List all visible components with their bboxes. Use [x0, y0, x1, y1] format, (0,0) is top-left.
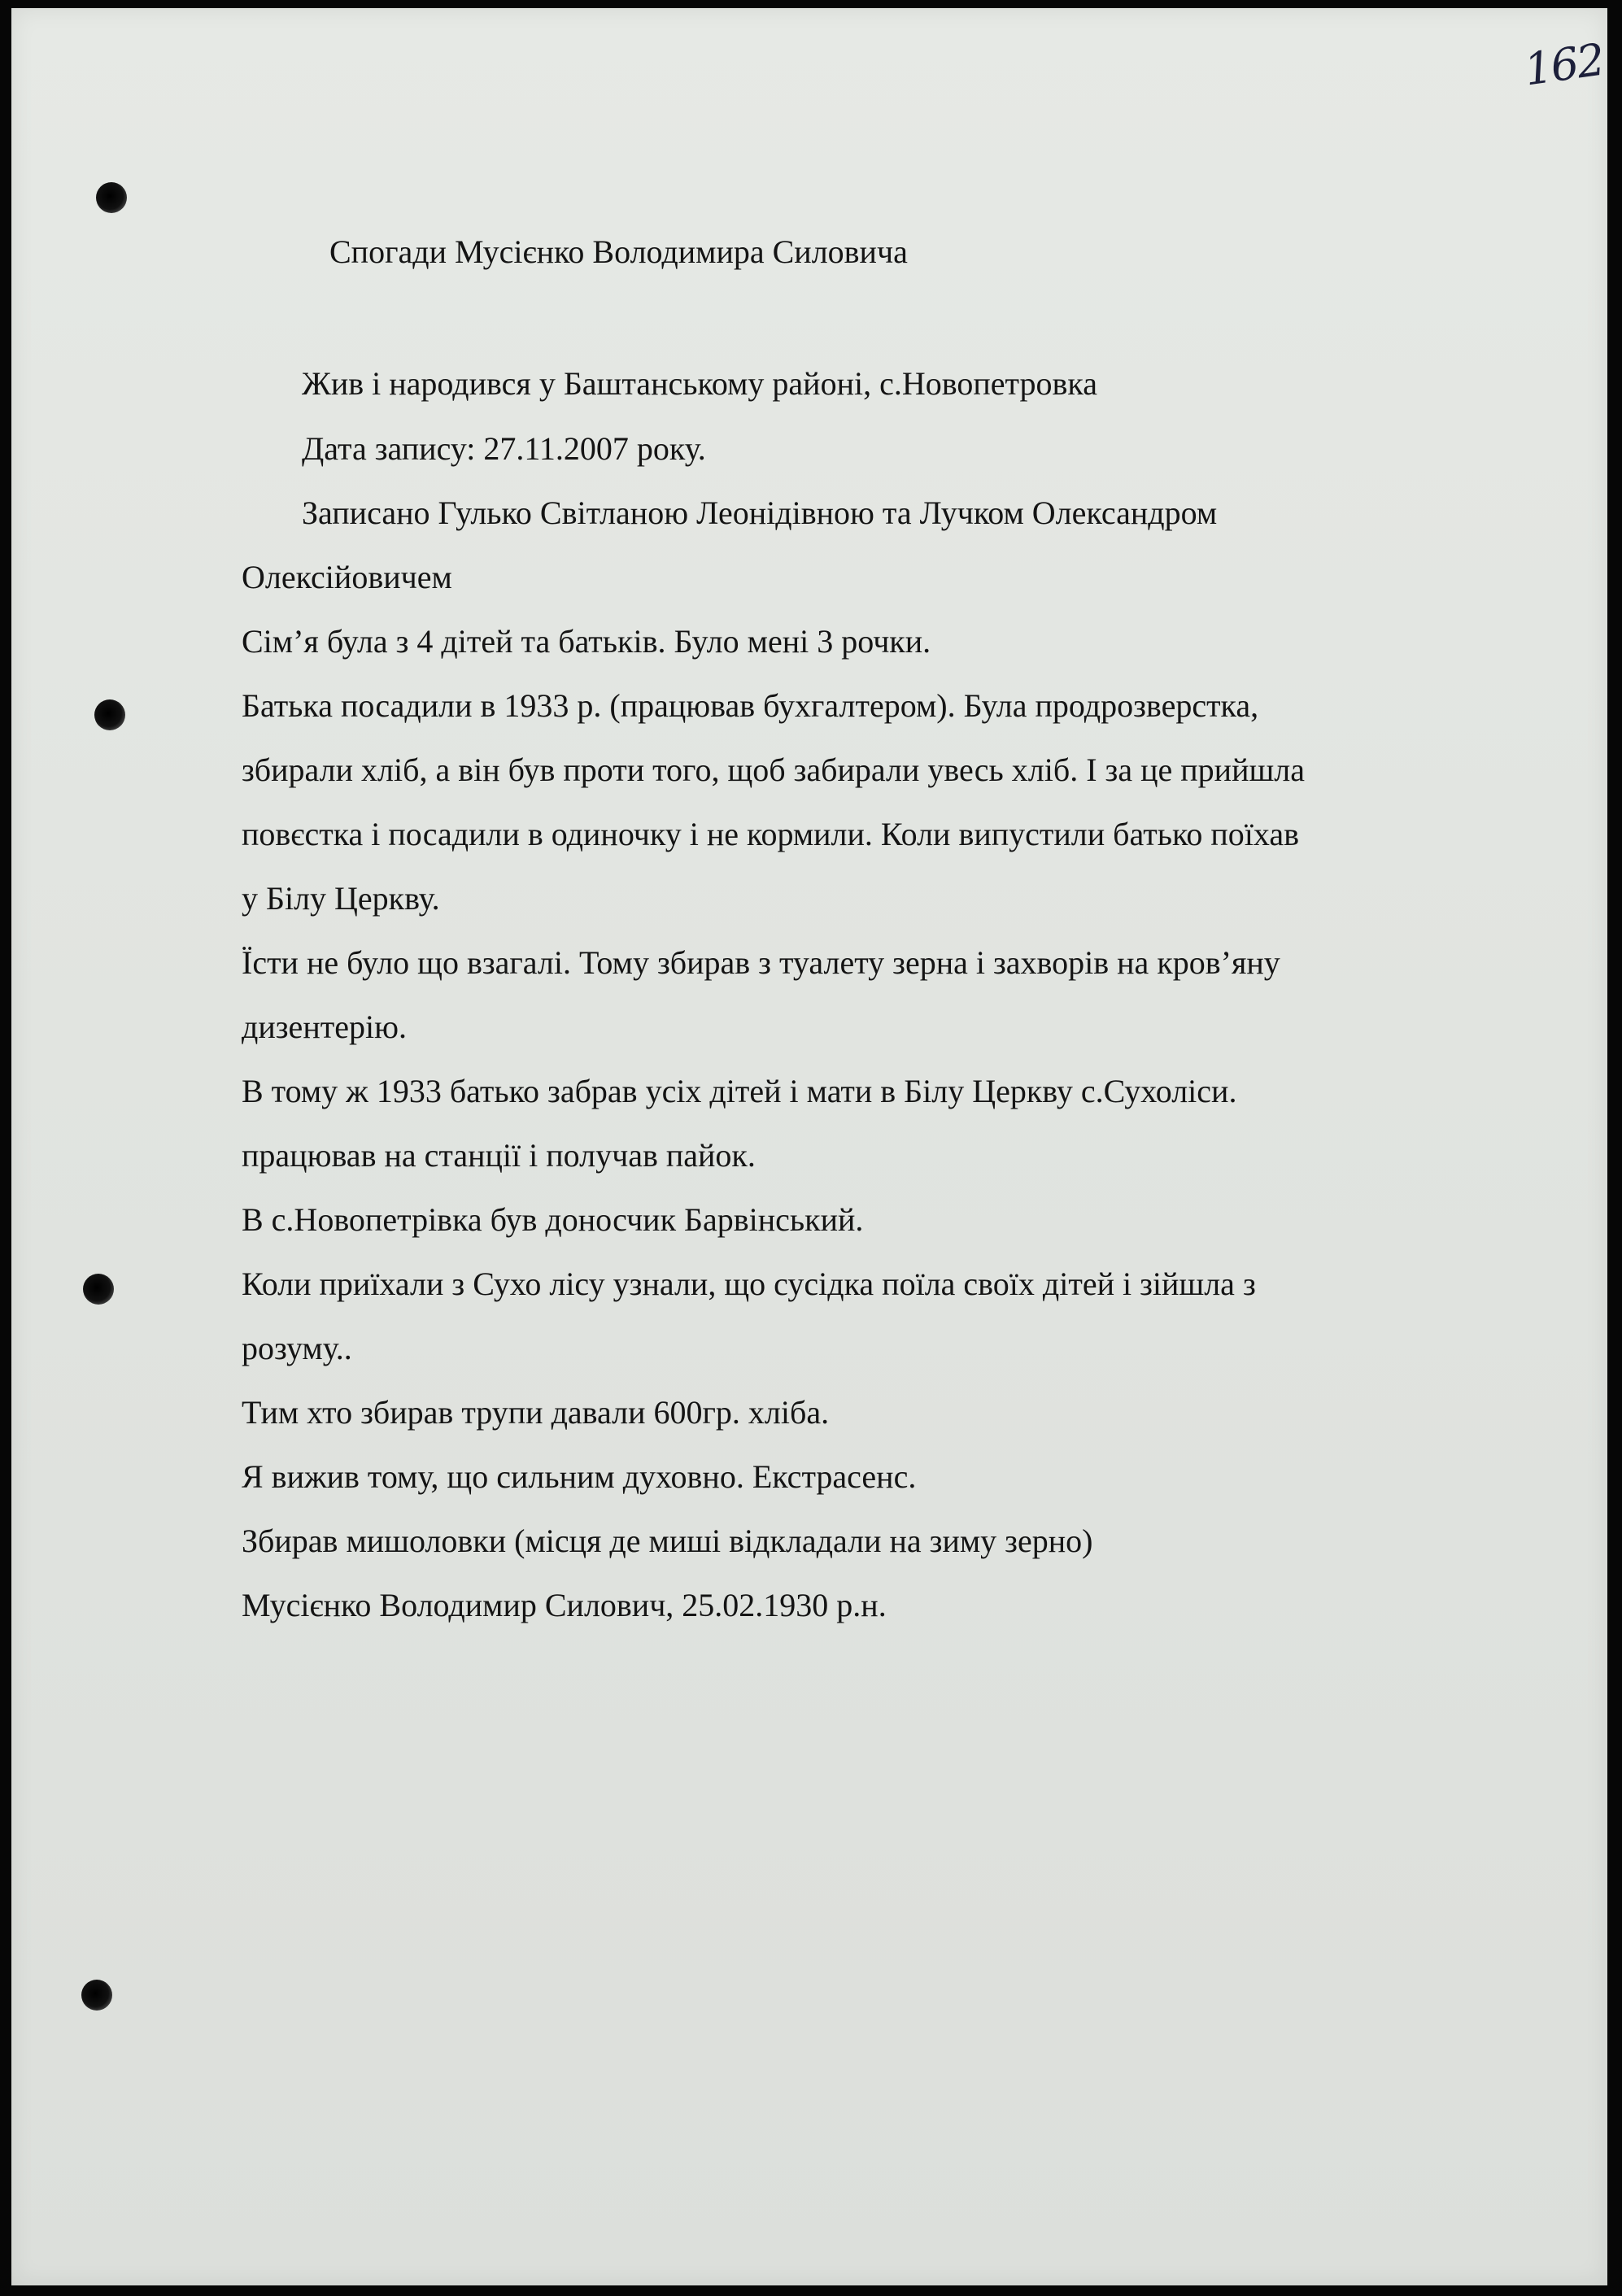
- text-line: Сім’я була з 4 дітей та батьків. Було мені 3 рочки.: [242, 623, 931, 660]
- text-line: збирали хліб, а він був проти того, щоб забирали увесь хліб. І за це прийшла: [242, 752, 1305, 788]
- punch-hole: [94, 699, 125, 730]
- text-line: Жив і народився у Баштанському районі, с.Новопетровка: [302, 365, 1097, 402]
- text-line: дизентерію.: [242, 1009, 407, 1045]
- punch-hole: [96, 182, 127, 213]
- text-line: Мусієнко Володимир Силович, 25.02.1930 р.н.: [242, 1587, 887, 1623]
- text-line: Батька посадили в 1933 р. (працював бухгалтером). Була продрозверстка,: [242, 687, 1259, 724]
- text-line: Тим хто збирав трупи давали 600гр. хліба.: [242, 1394, 830, 1431]
- punch-hole: [83, 1274, 114, 1305]
- page-number: 162: [1521, 33, 1607, 96]
- text-line: Записано Гулько Світланою Леонідівною та Лучком Олександром: [302, 494, 1218, 531]
- text-line: працював на станції і получав пайок.: [242, 1137, 756, 1174]
- text-line: В тому ж 1933 батько забрав усіх дітей і мати в Білу Церкву с.Сухоліси.: [242, 1073, 1237, 1109]
- text-line: у Білу Церкву.: [242, 880, 440, 917]
- text-line: Збирав мишоловки (місця де миші відкладали на зиму зерно): [242, 1523, 1093, 1559]
- text-line: Коли приїхали з Сухо лісу узнали, що сусідка поїла своїх дітей і зійшла з: [242, 1266, 1256, 1302]
- document-page: [11, 8, 1607, 2285]
- text-line: Я вижив тому, що сильним духовно. Екстрасенс.: [242, 1458, 917, 1495]
- text-line: повєстка і посадили в одиночку і не кормили. Коли випустили батько поїхав: [242, 816, 1299, 852]
- text-line: Олексійовичем: [242, 559, 452, 595]
- document-title: Спогади Мусієнко Володимира Силовича: [329, 233, 908, 270]
- text-line: Дата запису: 27.11.2007 року.: [302, 430, 706, 467]
- text-line: розуму..: [242, 1330, 352, 1366]
- punch-hole: [81, 1980, 112, 2011]
- text-line: В с.Новопетрівка був доносчик Барвінський.: [242, 1201, 864, 1238]
- text-line: Їсти не було що взагалі. Тому збирав з туалету зерна і захворів на кров’яну: [242, 944, 1280, 981]
